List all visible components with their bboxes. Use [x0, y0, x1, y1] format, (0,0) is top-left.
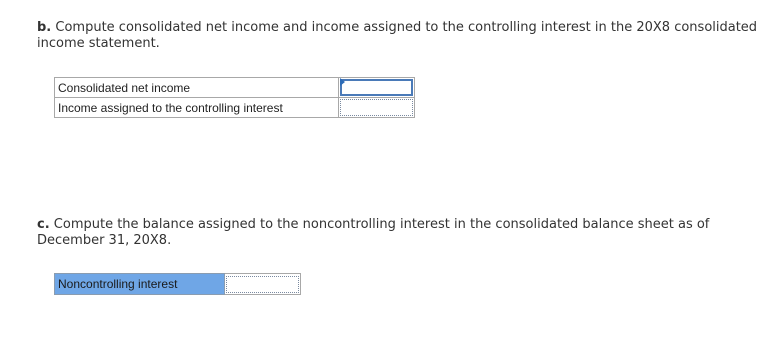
- row-label-noncontrolling-interest: Noncontrolling interest: [55, 274, 225, 295]
- controlling-interest-income-input[interactable]: [340, 99, 413, 116]
- table-row: [55, 78, 415, 98]
- input-cell: [339, 98, 415, 118]
- question-c: [37, 217, 777, 249]
- row-label-controlling-interest-income: Income assigned to the controlling interest: [55, 98, 339, 118]
- row-label-consolidated-net-income: Consolidated net income: [55, 78, 339, 98]
- question-b-letter: b.: [37, 20, 52, 35]
- table-row: [55, 274, 301, 295]
- input-cell: [339, 78, 415, 98]
- cursor-flag-icon: [340, 78, 345, 86]
- table-row: [55, 98, 415, 118]
- question-b: [37, 20, 777, 52]
- answer-table-c: [54, 273, 301, 295]
- consolidated-net-income-input[interactable]: [340, 79, 413, 96]
- noncontrolling-interest-input[interactable]: [226, 276, 299, 293]
- question-b-text: Compute consolidated net income and income assigned to the controlling interest in the 20X8 consolidated income statement.: [37, 20, 758, 51]
- input-cell: [225, 274, 301, 295]
- question-c-letter: c.: [37, 217, 50, 232]
- answer-table-b: [54, 77, 415, 118]
- question-c-text: Compute the balance assigned to the noncontrolling interest in the consolidated balance sheet as of December 31, 20X8.: [37, 217, 710, 248]
